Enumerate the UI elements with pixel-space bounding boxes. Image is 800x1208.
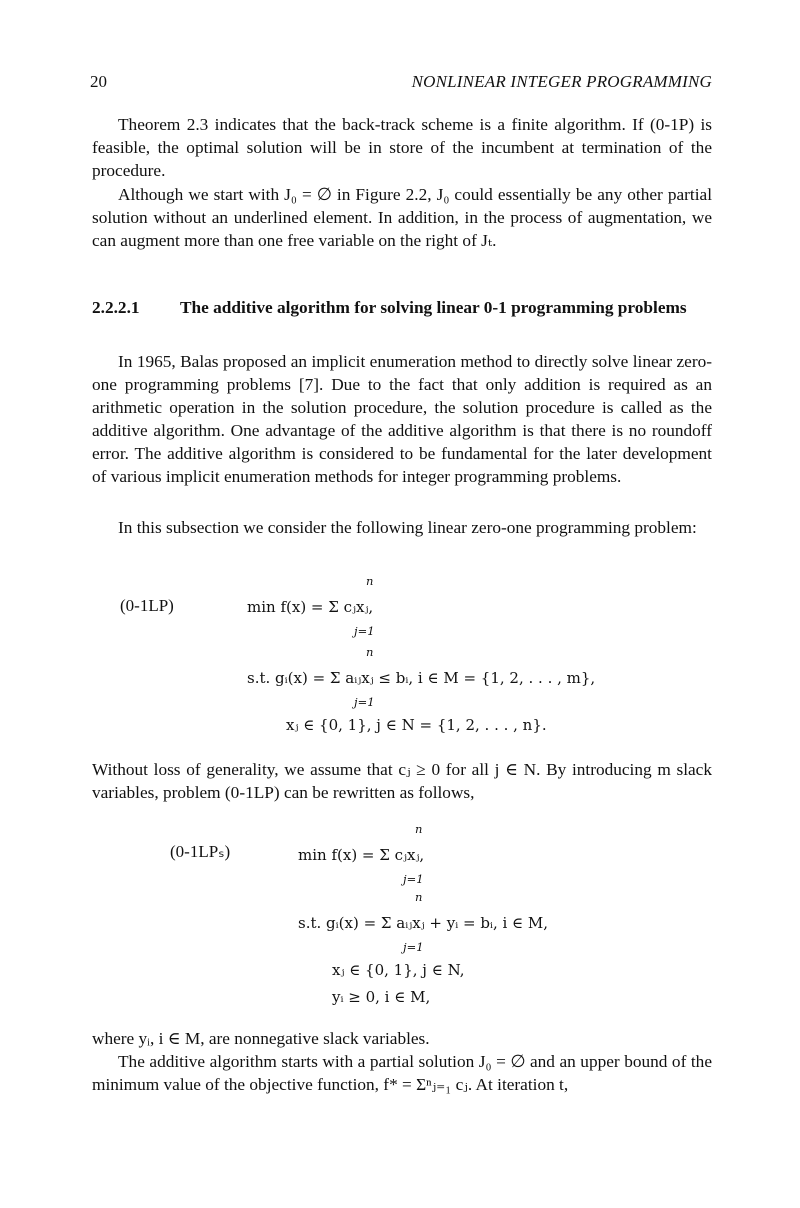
sum-upper-limit: n xyxy=(366,574,374,588)
running-title: NONLINEAR INTEGER PROGRAMMING xyxy=(411,72,712,91)
paragraph-consider: In this subsection we consider the following linear zero-one programming problem: xyxy=(118,518,697,537)
section-title: The additive algorithm for solving linear 0-1 programming problems xyxy=(180,298,687,317)
sum-lower-limit: j=1 xyxy=(354,624,375,638)
paragraph-slack-def: where yᵢ, i ∈ M, are nonnegative slack variables. xyxy=(92,1029,430,1048)
paragraph-theorem-note: Theorem 2.3 indicates that the back-track scheme is a finite algorithm. If (0-1P) is feasible, the optimal solution will be in store of the incumbent at termination of the procedure. xyxy=(92,115,712,180)
problem-label: (0-1LPₛ) xyxy=(170,842,231,861)
sum-upper-limit: n xyxy=(415,890,423,904)
constraint-line: s.t. gᵢ(x) = Σ aᵢⱼxⱼ + yᵢ = bᵢ, i ∈ M, xyxy=(298,914,549,932)
objective-line: min f(x) = Σ cⱼxⱼ, xyxy=(298,846,425,864)
paragraph-partial-solution: Although we start with J₀ = ∅ in Figure 2.2, J₀ could essentially be any other partial solution without an underlined element. In addition, in the process of augmentation, we can augment more than one free variable on the right of Jₜ. xyxy=(92,185,712,250)
sum-upper-limit: n xyxy=(366,645,374,659)
sum-lower-limit: j=1 xyxy=(403,940,424,954)
page-header xyxy=(90,72,712,98)
binary-domain-line: xⱼ ∈ {0, 1}, j ∈ N = {1, 2, . . . , n}. xyxy=(286,716,547,734)
objective-line: min f(x) = Σ cⱼxⱼ, xyxy=(247,598,374,616)
section-number: 2.2.2.1 xyxy=(92,298,140,317)
sum-upper-limit: n xyxy=(415,822,423,836)
paragraph-additive-start: The additive algorithm starts with a partial solution J₀ = ∅ and an upper bound of the minimum value of the objective function, f* = Σⁿⱼ₌₁ cⱼ. At iteration t, xyxy=(92,1052,712,1094)
sum-lower-limit: j=1 xyxy=(354,695,375,709)
binary-domain-line: xⱼ ∈ {0, 1}, j ∈ N, xyxy=(332,961,465,979)
paragraph-balas: In 1965, Balas proposed an implicit enumeration method to directly solve linear zero-one programming problems [7]. Due to the fact that only addition is required as an arithmetic operation in the solution procedure, the solution procedure is called as the additive algorithm. One advantage of the additive algorithm is that there is no roundoff error. The additive algorithm is considered to be fundamental for the later development of various implicit enumeration methods for integer programming problems. xyxy=(92,352,712,486)
page-number: 20 xyxy=(90,72,107,91)
constraint-line: s.t. gᵢ(x) = Σ aᵢⱼxⱼ ≤ bᵢ, i ∈ M = {1, 2, . . . , m}, xyxy=(247,669,596,687)
problem-label: (0-1LP) xyxy=(120,596,174,615)
slack-nonneg-line: yᵢ ≥ 0, i ∈ M, xyxy=(332,988,431,1006)
sum-lower-limit: j=1 xyxy=(403,872,424,886)
paragraph-slack-intro: Without loss of generality, we assume that cⱼ ≥ 0 for all j ∈ N. By introducing m slack variables, problem (0-1LP) can be rewritten as follows, xyxy=(92,760,712,802)
